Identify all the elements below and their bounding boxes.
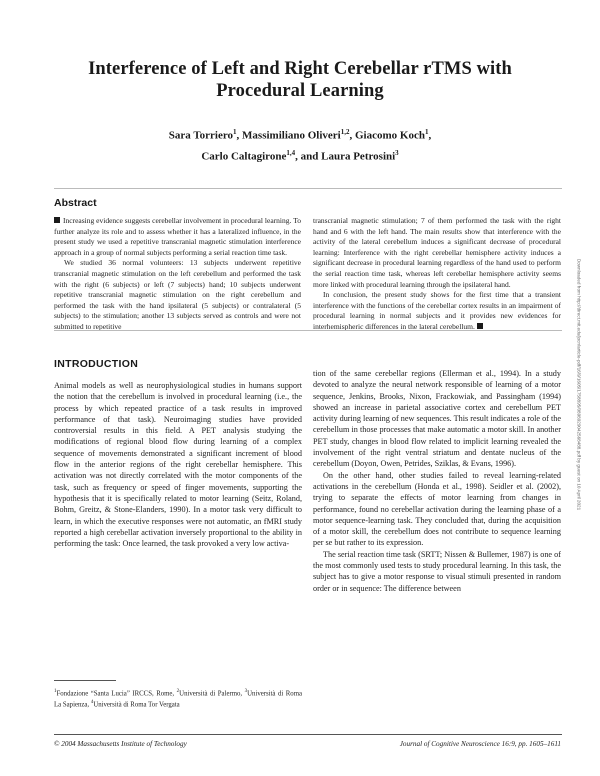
download-sidebar	[574, 232, 584, 542]
author-affiliation: 1	[233, 128, 237, 136]
author-affiliation: 1	[424, 128, 429, 136]
abstract-paragraph: Increasing evidence suggests cerebellar involvement in procedural learning. To further analyze its role and to assess whether it has a lateralized influence, in the present study we used a repetitive transcranial magnetic stimulation interference approach in a group of normal subjects performing a serial reaction time task.	[54, 216, 301, 257]
author-separator: ,	[349, 129, 355, 142]
abstract-top-divider	[54, 188, 562, 189]
section-heading-introduction: INTRODUCTION	[54, 358, 139, 370]
author-name: Sara Torriero	[168, 129, 234, 142]
body-right-column	[313, 368, 561, 594]
footnote-affiliation: Università di Roma Tor Vergata	[93, 701, 180, 709]
abstract-paragraph: We studied 36 normal volunteers: 13 subjects underwent repetitive transcranial magnetic stimulation on the left cerebellum and performed the task with the right (6 subjects) or left (7 subjects) hand; 10 subjects underwent repetitive transcranial magnetic stimulation on the right cerebellum and performed the task with the hand ipsilateral (5 subjects) or contralateral (5 subjects) to the stimulation; another 13 subjects served as controls and were not submitted to repetitive	[54, 258, 301, 331]
author-name: Carlo Caltagirone	[201, 150, 287, 163]
author-name: Giacomo Koch	[355, 129, 425, 142]
footnote-affiliation: Fondazione “Santa Lucia” IRCCS, Rome,	[56, 690, 177, 698]
footnote-affiliation: Università di Roma La Sapienza,	[54, 690, 302, 709]
download-notice: Downloaded from http://direct.mit.edu/jocn/article-pdf/16/9/1605/1758895/0898929042568488.pdf by guest on 10 April 2021	[576, 258, 582, 511]
article-title	[40, 58, 560, 102]
author-affiliation: 3	[395, 148, 399, 157]
footnote-affiliation: Università di Palermo,	[179, 690, 245, 698]
author-affiliation: 1,4	[286, 148, 296, 157]
abstract-heading: Abstract	[54, 197, 97, 209]
footnote-number: 4	[90, 700, 94, 706]
abstract-left-column	[54, 216, 301, 333]
end-mark-icon	[477, 323, 483, 329]
abstract-paragraph: transcranial magnetic stimulation; 7 of them performed the task with the right hand and 6 with the left hand. The main results show that interference with the activity of the lateral cerebellum induces a significant decrease of procedural learning: Interference with the right cerebellar hemisphere activity induces a significant decrease in procedural learning regardless of the hand used to perform the serial reaction time task, whereas left cerebellar hemisphere activity seems more linked with procedural learning through the ipsilateral hand.	[313, 216, 561, 289]
author-affiliation: 1,2	[340, 128, 350, 136]
abstract-right-column	[313, 216, 561, 333]
body-paragraph: On the other hand, other studies failed to reveal learning-related activations in the cerebellum (Honda et al., 1998). Seidler et al. (2002), trying to separate the effects of motor learning from changes in performance, found no cerebellar activation during the learning phase of a motor sequence-learning task. They concluded that, during the acquisition of a motor skill, the cerebellum does not contribute to sequence learning per se but rather to its expression.	[313, 470, 561, 548]
footnote-number: 2	[176, 689, 180, 694]
author-name: Massimiliano Oliveri	[242, 129, 341, 142]
author-line-2	[60, 145, 540, 166]
author-list	[60, 124, 540, 165]
author-separator: , and	[295, 150, 322, 163]
square-bullet-icon	[54, 217, 60, 223]
body-paragraph: The serial reaction time task (SRTT; Nissen & Bullemer, 1987) is one of the most commonly used tests to study procedural learning. In this task, the subject has to give a motor response to visual stimuli presented in random order or in sequence: The difference between	[313, 549, 561, 593]
footnote-divider	[54, 680, 116, 681]
copyright-notice: © 2004 Massachusetts Institute of Technology	[54, 740, 187, 748]
journal-citation: Journal of Cognitive Neuroscience 16:9, pp. 1605–1611	[399, 740, 561, 748]
title-line-2: Procedural Learning	[216, 81, 384, 101]
author-name: Laura Petrosini	[321, 150, 396, 163]
body-left-column	[54, 380, 302, 549]
body-paragraph: tion of the same cerebellar regions (Ellerman et al., 1994). In a study devoted to analyze the neural network responsible of learning of a motor sequence, Jenkins, Brooks, Nixon, Frackowiak, and Passingham (1994) showed an increase in parietal associative cortex and cerebellum PET activity during learning of new sequences. This result indicates a role of the cerebellum in those processes that make automatic a motor skill. In another PET study, changes in blood flow related to implicit learning revealed the involvement of the right ventral striatum and dentate nucleus of the cerebellum (Doyon, Owen, Petrides, Sziklas, & Evans, 1996).	[313, 369, 561, 469]
author-line-1	[60, 124, 540, 145]
author-separator: ,	[236, 129, 243, 142]
title-line-1: Interference of Left and Right Cerebellar rTMS with	[88, 59, 512, 79]
author-separator: ,	[428, 129, 432, 142]
body-paragraph: Animal models as well as neurophysiological studies in humans support the notion that the cerebellum is involved in procedural learning (i.e., the process by which repeated practice of a task results in improved performance of that task). Neuroimaging studies have provided controversial results in this field. A PET analysis studying the modifications of regional blood flow during learning of a complex sequence of movements demonstrated a significant increment of blood flow in the anterior regions of the right cerebellar hemisphere. This activation was not directly correlated with the motor components of the task, such as frequency or speed of finger movements, supporting the hypothesis that it is specifically related to motor learning (Seitz, Roland, Bohm, Greitz, & Stone-Elanders, 1990). In a motor task very difficult to learn, in which the executive responses were not automatic, an fMRI study reported a high cerebellar activation inversely proportional to the ability in performing the task: Once learned, the task provoked a very low activa-	[54, 381, 302, 549]
footnote-number: 3	[244, 689, 248, 694]
footnote-number: 1	[54, 689, 57, 694]
abstract-bottom-divider	[54, 330, 562, 331]
footer-divider	[54, 734, 562, 735]
affiliations-footnote	[54, 687, 302, 710]
abstract-paragraph: In conclusion, the present study shows for the first time that a transient interference with the functions of the cerebellar cortex results in an impairment of procedural learning in normal subjects and it provides new evidences for interhemispheric differences in the lateral cerebellum.	[313, 290, 561, 331]
